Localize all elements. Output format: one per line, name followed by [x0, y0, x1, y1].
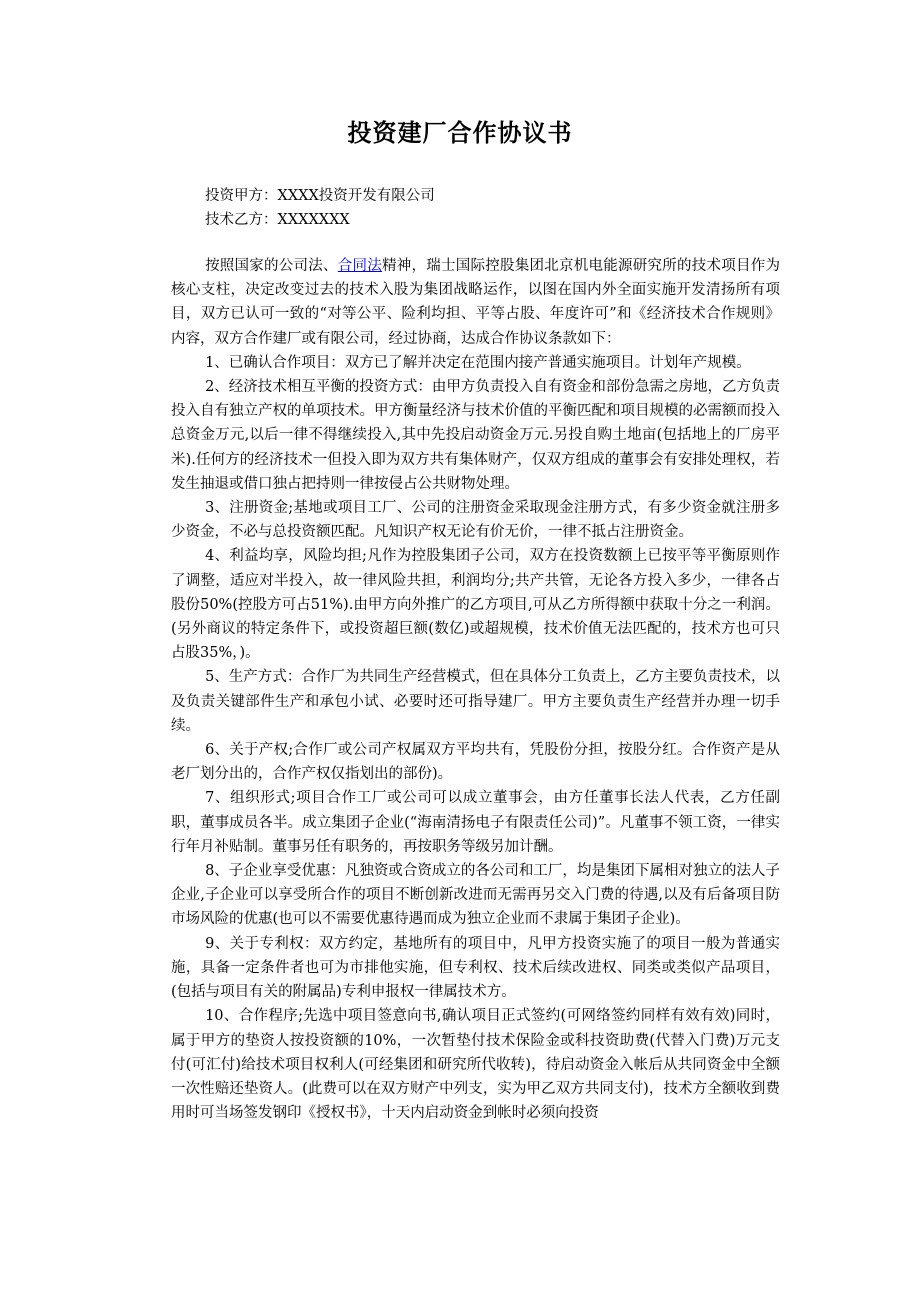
- intro-paragraph: [171, 254, 780, 351]
- clause-6: 6、关于产权;合作厂或公司产权属双方平均共有，凭股份分担，按股分红。合作资产是从老厂划分出的，合作产权仅指划出的部份)。: [171, 742, 780, 783]
- clause-4: 4、利益均享，风险均担;凡作为控股集团子公司，双方在投资数额上已按平等平衡原则作了调整，适应对半投入，故一律风险共担，利润均分;共产共管，无论各方投入多少，一律各占股份50%(控股方可占51%).由甲方向外推广的乙方项目,可从乙方所得额中获取十分之一利润。(另外商议的特定条件下，或投资超巨额(数亿)或超规模，技术价值无法匹配的，技术方也可只占股35%，)。: [171, 548, 780, 662]
- clause-5: 5、生产方式：合作厂为共同生产经营模式，但在具体分工负责上，乙方主要负责技术，以及负责关键部件生产和承包小试、必要时还可指导建厂。甲方主要负责生产经营并办理一切手续。: [171, 669, 780, 734]
- clause-9: 9、关于专利权：双方约定，基地所有的项目中，凡甲方投资实施了的项目一般为普通实施，具备一定条件者也可为市排他实施，但专利权、技术后续改进权、同类或类似产品项目，(包括与项目有关的附属品)专利申报权一律属技术方。: [171, 935, 780, 1001]
- clause-1: 1、已确认合作项目：双方已了解并决定在范围内接产普通实施项目。计划年产规模。: [205, 354, 751, 371]
- clause-10: 10、合作程序;先选中项目签意向书,确认项目正式签约(可网络签约同样有效有效)同时，属于甲方的垫资人按投资额的10%，一次暂垫付技术保险金或科技资助费(代替入门费)万元支付(可汇付)给技术项目权利人(可经集团和研究所代收转)，待启动资金入帐后从共同资金中全额一次性赔还垫资人。(此费可以在双方财产中列支，实为甲乙双方共同支付)，技术方全额收到费用时可当场签发钢印《授权书》，十天内启动资金到帐时必须向投资: [171, 1008, 780, 1122]
- party-a-line: 投资甲方：XXXX投资开发有限公司: [205, 188, 435, 204]
- document-title: 投资建厂合作协议书: [347, 119, 573, 147]
- clause-8: 8、子企业享受优惠：凡独资或合资成立的各公司和工厂，均是集团下属相对独立的法人子企业,子企业可以享受所合作的项目不断创新改进而无需再另交入门费的待遇,以及有后备项目防市场风险的优惠(也可以不需要优惠待遇而成为独立企业而不隶属于集团子企业)。: [171, 863, 780, 928]
- clause-3: 3、注册资金;基地或项目工厂、公司的注册资金采取现金注册方式，有多少资金就注册多少资金，不必与总投资额匹配。凡知识产权无论有价无价，一律不抵占注册资金。: [171, 500, 780, 541]
- agreement-body: [171, 254, 780, 1125]
- party-b-line: 技术乙方：XXXXXXX: [205, 212, 350, 228]
- intro-text-after-link: 精神，瑞士国际控股集团北京机电能源研究所的技术项目作为核心支柱，决定改变过去的技术入股为集团战略运作，以图在国内外全面实施开发清扬所有项目，双方已认可一致的“对等公平、险利均担、平等占股、年度许可”和《经济技术合作规则》内容，双方合作建厂或有限公司，经过协商，达成合作协议条款如下：: [171, 258, 781, 347]
- parties-block: [205, 184, 435, 232]
- clause-7: 7、组织形式;项目合作工厂或公司可以成立董事会，由方任董事长法人代表，乙方任副职，董事成员各半。成立集团子企业(“海南清扬电子有限责任公司)”。凡董事不领工资，一律实行年月补贴制。董事另任有职务的，再按职务等级另加计酬。: [171, 790, 780, 855]
- clause-2: 2、经济技术相互平衡的投资方式：由甲方负责投入自有资金和部份急需之房地，乙方负责投入自有独立产权的单项技术。甲方衡量经济与技术价值的平衡匹配和项目规模的必需额而投入总资金万元,以后一律不得继续投入,其中先投启动资金万元.另投自购土地亩(包括地上的厂房平米).任何方的经济技术一但投入即为双方共有集体财产，仅双方组成的董事会有安排处理权，若发生抽退或借口独占把持则一律按侵占公共财物处理。: [171, 379, 780, 492]
- intro-text-before-link: 按照国家的公司法、: [205, 258, 338, 274]
- contract-law-link[interactable]: 合同法: [337, 258, 383, 274]
